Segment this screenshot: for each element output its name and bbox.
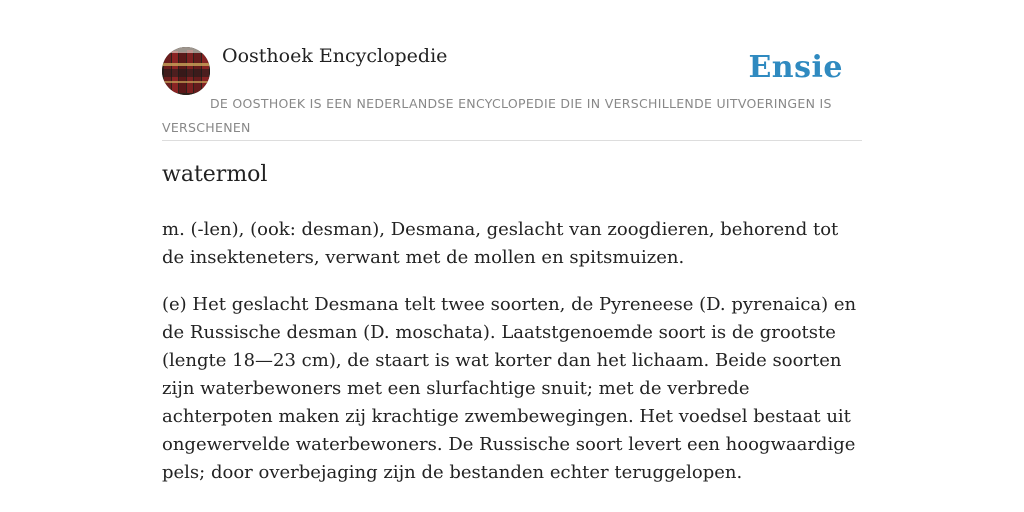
site-tagline: DE OOSTHOEK IS EEN NEDERLANDSE ENCYCLOPEDIE DIE IN VERSCHILLENDE UITVOERINGEN IS VERSCHENEN	[162, 96, 832, 135]
article-paragraph-definition: m. (-len), (ook: desman), Desmana, geslacht van zoogdieren, behorend tot de insekteneters, verwant met de mollen en spitsmuizen.	[162, 219, 839, 268]
article-title: watermol	[162, 162, 268, 187]
article-paragraph-description: (e) Het geslacht Desmana telt twee soorten, de Pyreneese (D. pyrenaica) en de Russische desman (D. moschata). Laatstgenoemde soort is de grootste (lengte 18—23 cm), de staart is wat korter dan het lichaam. Beide soorten zijn waterbewoners met een slurfachtige snuit; met de verbrede achterpoten maken zij krachtige zwembewegingen. Het voedsel bestaat uit ongewervelde waterbewoners. De Russische soort levert een hoogwaardige pels; door overbejaging zijn de bestanden echter teruggelopen.	[162, 294, 857, 483]
site-header	[162, 40, 862, 141]
book-spines-icon[interactable]	[162, 47, 210, 95]
site-title[interactable]: Oosthoek Encyclopedie	[222, 45, 448, 67]
brand-logo[interactable]: Ensie	[748, 50, 843, 85]
